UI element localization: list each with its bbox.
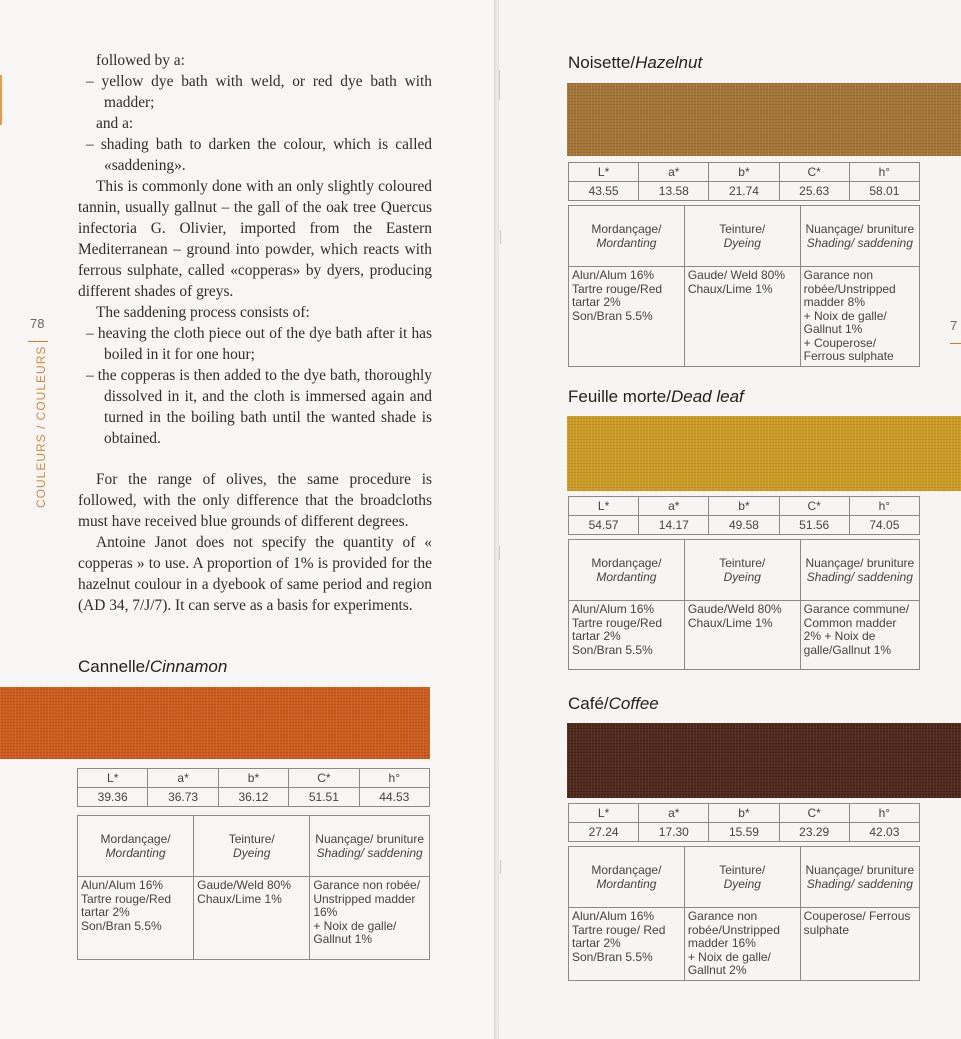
paragraph: – the copperas is then added to the dye bath, thoroughly dissolved in it, and the cloth is immersed again and turned in the boiling bath until the wanted shade is obtained. <box>86 367 432 447</box>
recipe-header-cell <box>684 540 800 601</box>
lab-value-cell: 27.24 <box>569 823 639 842</box>
recipe-line: Garance non robée/Unstripped madder 16% <box>687 909 780 950</box>
recipe-header-cell <box>800 540 919 601</box>
recipe-line: Tartre rouge/ Red tartar 2% <box>572 922 666 950</box>
lab-header-cell: b* <box>709 804 779 823</box>
recipe-header-fr: Teinture/ <box>719 222 766 236</box>
recipe-line: Tartre rouge/Red tartar 2% <box>572 615 663 643</box>
lab-header-cell: a* <box>148 769 218 788</box>
paragraph: For the range of olives, the same procedure is followed, with the only difference that the broadcloths must have received blue grounds of different degrees. <box>78 471 432 530</box>
paragraph: Antoine Janot does not specify the quantity of « copperas » to use. A proportion of 1% is provided for the hazelnut coulour in a dyebook of same period and region (AD 34, 7/J/7). It can serve as a basis for experiments. <box>78 534 432 614</box>
lab-value-cell: 13.58 <box>639 182 709 201</box>
recipe-line: + Couperose/ Ferrous sulphate <box>803 335 894 363</box>
recipe-header-en: Shading/ saddening <box>806 236 913 250</box>
paragraph: – yellow dye bath with weld, or red dye bath with madder; <box>86 73 432 111</box>
orange-edge-mark <box>0 75 2 125</box>
recipe-cell-shading <box>800 908 919 981</box>
lab-header-cell: L* <box>569 497 639 516</box>
paragraph: and a: <box>96 115 134 132</box>
lab-header-cell: L* <box>78 769 148 788</box>
recipe-header-cell <box>684 847 800 908</box>
recipe-header-fr: Teinture/ <box>719 556 766 570</box>
lab-value-cell: 54.57 <box>569 516 639 535</box>
recipe-header-fr: Nuançage/ bruniture <box>315 832 425 846</box>
recipe-header-cell <box>800 847 919 908</box>
recipe-line: Alun/Alum 16% <box>572 909 655 923</box>
recipe-line: Chaux/Lime 1% <box>687 615 773 630</box>
recipe-line: Chaux/Lime 1% <box>197 891 282 906</box>
recipe-cell-dyeing <box>194 877 310 960</box>
recipe-cell-mordanting <box>569 267 685 367</box>
recipe-line: + Noix de galle/ Gallnut 1% <box>313 918 397 946</box>
lab-header-cell: C* <box>779 497 849 516</box>
lab-value-cell: 49.58 <box>709 516 779 535</box>
paragraph: followed by a: <box>96 52 185 69</box>
recipe-table-hazelnut <box>568 205 920 367</box>
recipe-header-cell <box>569 206 685 267</box>
recipe-cell-mordanting <box>569 601 685 670</box>
recipe-line: Chaux/Lime 1% <box>687 281 773 296</box>
lab-value-cell: 36.12 <box>218 788 288 807</box>
lab-value-cell: 74.05 <box>849 516 919 535</box>
recipe-cell-dyeing <box>684 267 800 367</box>
recipe-header-en: Dyeing <box>723 236 761 250</box>
recipe-line: Garance non robée/Unstripped madder 8% <box>803 268 896 309</box>
recipe-cell-shading <box>310 877 430 960</box>
recipe-line: Gaude/Weld 80% <box>687 602 782 616</box>
recipe-header-cell <box>569 847 685 908</box>
recipe-line: + Noix de galle/ Gallnut 1% <box>803 308 887 336</box>
lab-table-hazelnut <box>568 162 920 201</box>
recipe-line: Gaude/ Weld 80% <box>687 268 785 282</box>
lab-value-cell: 51.51 <box>289 788 359 807</box>
recipe-header-cell <box>310 816 430 877</box>
recipe-line: Couperose/ Ferrous sulphate <box>803 909 911 937</box>
recipe-line: Tartre rouge/Red tartar 2% <box>572 281 663 309</box>
page-edge-mark <box>500 230 501 244</box>
recipe-header-en: Mordanting <box>596 236 657 250</box>
lab-value-cell: 25.63 <box>779 182 849 201</box>
recipe-table-cinnamon <box>77 815 430 960</box>
page-number-right: 7 <box>950 318 958 333</box>
lab-value-cell: 58.01 <box>849 182 919 201</box>
lab-header-cell: a* <box>639 163 709 182</box>
recipe-cell-shading <box>800 267 919 367</box>
body-text-block-1 <box>78 50 432 449</box>
lab-header-cell: a* <box>639 804 709 823</box>
recipe-header-fr: Mordançage/ <box>591 222 662 236</box>
lab-value-cell: 44.53 <box>359 788 429 807</box>
lab-value-cell: 15.59 <box>709 823 779 842</box>
recipe-cell-mordanting <box>78 877 194 960</box>
lab-value-cell: 23.29 <box>779 823 849 842</box>
recipe-line: Tartre rouge/Red tartar 2% <box>81 891 172 919</box>
lab-value-cell: 42.03 <box>849 823 919 842</box>
lab-value-cell: 14.17 <box>639 516 709 535</box>
paragraph: – shading bath to darken the colour, which is called «saddening». <box>86 136 432 174</box>
lab-value-cell: 43.55 <box>569 182 639 201</box>
recipe-header-en: Mordanting <box>596 877 657 891</box>
recipe-table-coffee <box>568 846 920 981</box>
recipe-header-fr: Nuançage/ bruniture <box>805 222 915 236</box>
lab-header-cell: b* <box>709 497 779 516</box>
lab-value-cell: 39.36 <box>78 788 148 807</box>
recipe-header-fr: Teinture/ <box>228 832 275 846</box>
paragraph: The saddening process consists of: <box>96 304 310 321</box>
recipe-cell-mordanting <box>569 908 685 981</box>
page-number-rule-right <box>950 343 961 344</box>
recipe-cell-dyeing <box>684 601 800 670</box>
color-swatch-hazelnut <box>567 83 961 156</box>
section-title-dead-leaf: Feuille morte/Dead leaf <box>568 387 744 406</box>
page-edge-mark <box>500 860 501 874</box>
recipe-header-en: Dyeing <box>233 846 271 860</box>
side-section-label: COULEURS / COULEURS <box>34 345 48 508</box>
section-title-cinnamon: Cannelle/Cinnamon <box>78 657 228 676</box>
lab-header-cell: h° <box>849 497 919 516</box>
page-number-left: 78 <box>30 316 45 331</box>
lab-table-coffee <box>568 803 920 842</box>
page-number-rule-left <box>28 341 48 342</box>
recipe-line: Son/Bran 5.5% <box>572 949 653 964</box>
lab-header-cell: b* <box>709 163 779 182</box>
lab-value-cell: 51.56 <box>779 516 849 535</box>
recipe-line: Garance non robée/ Unstripped madder 16% <box>313 878 421 919</box>
recipe-line: Son/Bran 5.5% <box>572 308 653 323</box>
recipe-header-fr: Mordançage/ <box>591 863 662 877</box>
lab-value-cell: 21.74 <box>709 182 779 201</box>
recipe-header-en: Mordanting <box>596 570 657 584</box>
section-title-coffee: Café/Coffee <box>568 694 659 713</box>
body-text-block-2 <box>78 469 432 616</box>
recipe-header-en: Shading/ saddening <box>806 570 913 584</box>
lab-header-cell: h° <box>359 769 429 788</box>
recipe-header-fr: Nuançage/ bruniture <box>805 556 915 570</box>
lab-header-cell: a* <box>639 497 709 516</box>
recipe-header-cell <box>684 206 800 267</box>
recipe-line: + Noix de galle/ Gallnut 2% <box>687 949 771 977</box>
recipe-header-fr: Nuançage/ bruniture <box>805 863 915 877</box>
recipe-header-cell <box>569 540 685 601</box>
recipe-header-en: Dyeing <box>723 877 761 891</box>
recipe-header-en: Shading/ saddening <box>806 877 913 891</box>
recipe-header-fr: Mordançage/ <box>591 556 662 570</box>
recipe-line: Alun/Alum 16% <box>572 602 655 616</box>
recipe-cell-shading <box>800 601 919 670</box>
lab-table-dead-leaf <box>568 496 920 535</box>
lab-value-cell: 17.30 <box>639 823 709 842</box>
lab-header-cell: C* <box>779 163 849 182</box>
lab-header-cell: h° <box>849 163 919 182</box>
recipe-line: Alun/Alum 16% <box>81 878 164 892</box>
lab-table-cinnamon <box>77 768 430 807</box>
recipe-line: Garance commune/ Common madder 2% + Noix de galle/Gallnut 1% <box>803 602 910 657</box>
lab-header-cell: L* <box>569 163 639 182</box>
recipe-cell-dyeing <box>684 908 800 981</box>
recipe-header-cell <box>194 816 310 877</box>
recipe-line: Alun/Alum 16% <box>572 268 655 282</box>
page-edge-mark <box>499 70 500 100</box>
lab-header-cell: h° <box>849 804 919 823</box>
lab-header-cell: L* <box>569 804 639 823</box>
recipe-header-en: Mordanting <box>105 846 166 860</box>
paragraph: This is commonly done with an only slightly coloured tannin, usually gallnut – the gall of the oak tree Quercus infectoria G. Olivier, imported from the Eastern Mediterranean – ground into powder, which reacts with ferrous sulphate, called «copperas» by dyers, producing different shades of greys. <box>78 178 432 300</box>
recipe-header-fr: Teinture/ <box>719 863 766 877</box>
right-page <box>499 0 961 1039</box>
recipe-header-cell <box>78 816 194 877</box>
recipe-line: Son/Bran 5.5% <box>572 642 653 657</box>
color-swatch-coffee <box>567 723 961 798</box>
color-swatch-dead-leaf <box>567 416 961 491</box>
section-title-hazelnut: Noisette/Hazelnut <box>568 53 703 72</box>
recipe-header-en: Dyeing <box>723 570 761 584</box>
lab-header-cell: C* <box>779 804 849 823</box>
recipe-line: Gaude/Weld 80% <box>197 878 291 892</box>
recipe-header-fr: Mordançage/ <box>100 832 171 846</box>
paragraph: – heaving the cloth piece out of the dye bath after it has boiled in it for one hour; <box>86 325 432 363</box>
recipe-header-en: Shading/ saddening <box>316 846 423 860</box>
page-edge-mark <box>499 546 500 560</box>
color-swatch-cinnamon <box>0 687 430 759</box>
lab-header-cell: b* <box>218 769 288 788</box>
lab-value-cell: 36.73 <box>148 788 218 807</box>
recipe-table-dead-leaf <box>568 539 920 670</box>
lab-header-cell: C* <box>289 769 359 788</box>
recipe-line: Son/Bran 5.5% <box>81 918 162 933</box>
recipe-header-cell <box>800 206 919 267</box>
